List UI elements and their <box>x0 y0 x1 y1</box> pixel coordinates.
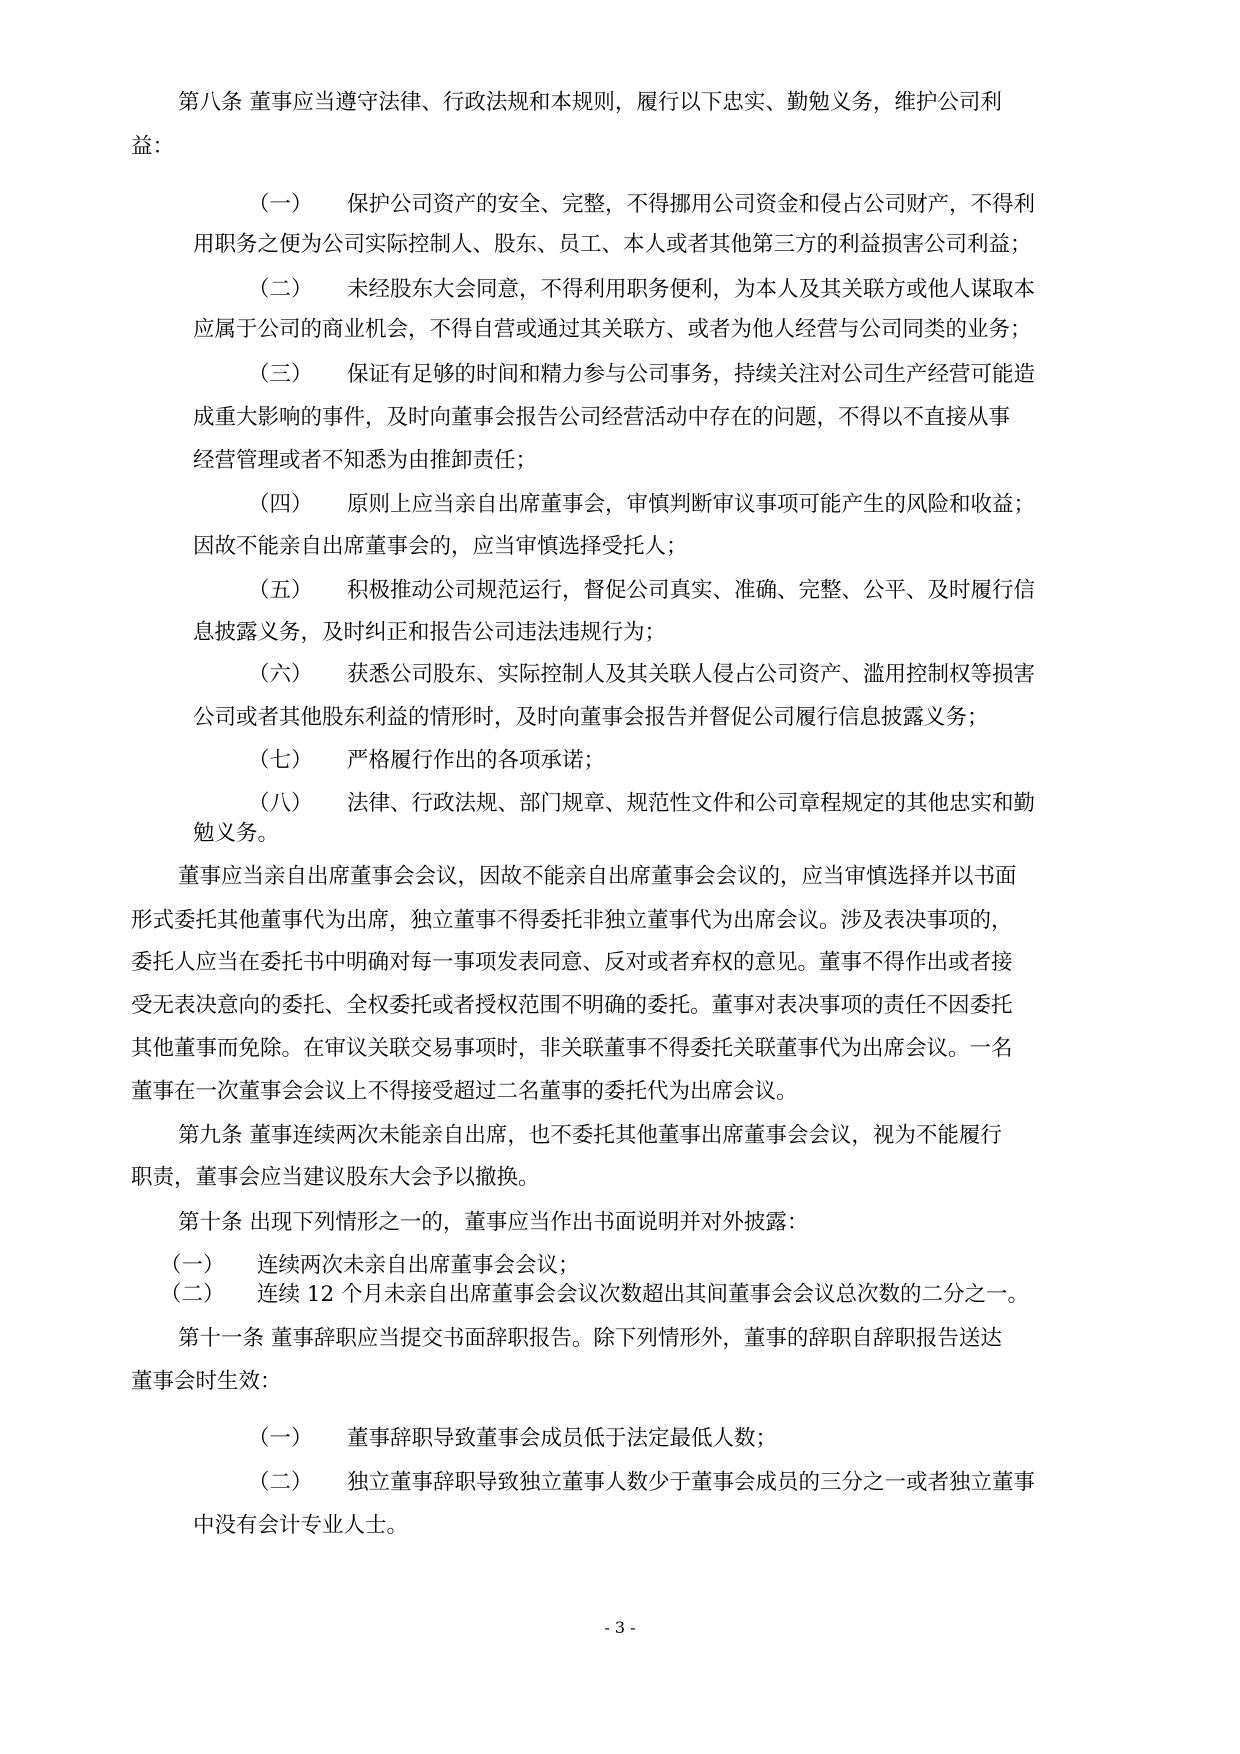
list-item-number: （一） <box>248 1426 313 1451</box>
list-item-text: 公司或者其他股东利益的情形时，及时向董事会报告并督促公司履行信息披露义务； <box>193 705 989 730</box>
paragraph-line: 董事在一次董事会会议上不得接受超过二名董事的委托代为出席会议。 <box>131 1079 798 1104</box>
list-item-number: （二） <box>160 1282 225 1307</box>
list-item-text: 成重大影响的事件，及时向董事会报告公司经营活动中存在的问题，不得以不直接从事 <box>193 405 1011 430</box>
paragraph-line: 受无表决意向的委托、全权委托或者授权范围不明确的委托。董事对表决事项的责任不因委托 <box>131 993 1013 1018</box>
list-item-number: （八） <box>248 791 313 816</box>
article9-heading: 第九条 董事连续两次未能亲自出席，也不委托其他董事出席董事会会议，视为不能履行 <box>178 1123 1002 1148</box>
list-item-text: 未经股东大会同意，不得利用职务便利，为本人及其关联方或他人谋取本 <box>347 277 1036 302</box>
list-item-text: 董事辞职导致董事会成员低于法定最低人数； <box>347 1426 778 1451</box>
page-number: - 3 - <box>604 1618 636 1637</box>
article11-heading-cont: 董事会时生效： <box>131 1369 282 1394</box>
paragraph-line: 其他董事而免除。在审议关联交易事项时，非关联董事不得委托关联董事代为出席会议。一名 <box>131 1036 1013 1061</box>
list-item-text: 勉义务。 <box>193 821 280 846</box>
list-item-text: 息披露义务，及时纠正和报告公司违法违规行为； <box>193 620 667 645</box>
paragraph-line: 职责，董事会应当建议股东大会予以撤换。 <box>131 1165 540 1190</box>
list-item-text: 严格履行作出的各项承诺； <box>347 748 606 773</box>
list-item-number: （五） <box>248 578 313 603</box>
article8-heading: 第八条 董事应当遵守法律、行政法规和本规则，履行以下忠实、勤勉义务，维护公司利 <box>178 90 1002 115</box>
list-item-number: （七） <box>248 748 313 773</box>
list-item-text: 连续 12 个月未亲自出席董事会会议次数超出其间董事会会议总次数的二分之一。 <box>257 1282 1030 1307</box>
list-item-number: （一） <box>160 1253 225 1278</box>
list-item-text: 独立董事辞职导致独立董事人数少于董事会成员的三分之一或者独立董事 <box>347 1470 1036 1495</box>
list-item-text: 连续两次未亲自出席董事会会议； <box>257 1253 580 1278</box>
list-item-text: 获悉公司股东、实际控制人及其关联人侵占公司资产、滥用控制权等损害 <box>347 662 1036 687</box>
list-item-text: 原则上应当亲自出席董事会，审慎判断审议事项可能产生的风险和收益； <box>347 492 1036 517</box>
list-item-text: 中没有会计专业人士。 <box>193 1513 409 1538</box>
paragraph-line: 形式委托其他董事代为出席，独立董事不得委托非独立董事代为出席会议。涉及表决事项的， <box>131 908 1013 933</box>
list-item-number: （二） <box>248 277 313 302</box>
list-item-text: 保护公司资产的安全、完整，不得挪用公司资金和侵占公司财产，不得利 <box>347 192 1036 217</box>
list-item-text: 经营管理或者不知悉为由推卸责任； <box>193 448 538 473</box>
list-item-text: 保证有足够的时间和精力参与公司事务，持续关注对公司生产经营可能造 <box>347 362 1036 387</box>
list-item-number: （一） <box>248 192 313 217</box>
article11-heading: 第十一条 董事辞职应当提交书面辞职报告。除下列情形外，董事的辞职自辞职报告送达 <box>178 1326 1002 1351</box>
list-item-number: （三） <box>248 362 313 387</box>
list-item-number: （二） <box>248 1470 313 1495</box>
paragraph-line: 董事应当亲自出席董事会会议，因故不能亲自出席董事会会议的，应当审慎选择并以书面 <box>178 864 1017 889</box>
article8-heading-cont: 益： <box>131 134 175 159</box>
list-item-number: （六） <box>248 662 313 687</box>
list-item-text: 用职务之便为公司实际控制人、股东、员工、本人或者其他第三方的利益损害公司利益； <box>193 232 1032 257</box>
list-item-text: 法律、行政法规、部门规章、规范性文件和公司章程规定的其他忠实和勤 <box>347 791 1036 816</box>
list-item-text: 积极推动公司规范运行，督促公司真实、准确、完整、公平、及时履行信 <box>347 578 1036 603</box>
list-item-number: （四） <box>248 492 313 517</box>
paragraph-line: 委托人应当在委托书中明确对每一事项发表同意、反对或者弃权的意见。董事不得作出或者接 <box>131 950 1013 975</box>
list-item-text: 因故不能亲自出席董事会的，应当审慎选择受托人； <box>193 534 688 559</box>
list-item-text: 应属于公司的商业机会，不得自营或通过其关联方、或者为他人经营与公司同类的业务； <box>193 317 1032 342</box>
article10-heading: 第十条 出现下列情形之一的，董事应当作出书面说明并对外披露： <box>178 1210 809 1235</box>
